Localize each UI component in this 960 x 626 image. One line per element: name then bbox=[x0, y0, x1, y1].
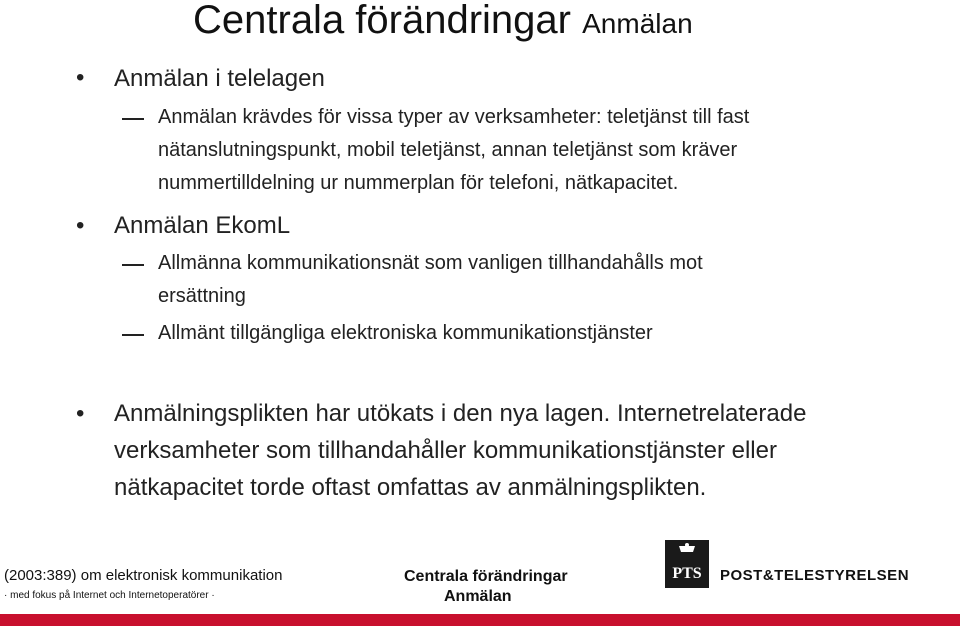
slide-title-main: Centrala förändringar bbox=[193, 0, 571, 42]
footer-section bbox=[404, 567, 568, 607]
svg-text:PTS: PTS bbox=[672, 565, 702, 582]
bullet-1-sub-1-line-2: nätanslutningspunkt, mobil teletjänst, annan teletjänst som kräver bbox=[158, 139, 738, 161]
bullet-3-line-2: verksamheter som tillhandahåller kommunikationstjänster eller bbox=[114, 437, 777, 464]
footer-focus-text: · med fokus på Internet och Internetoperatörer · bbox=[4, 590, 215, 601]
slide-title bbox=[193, 0, 693, 48]
bullet-icon: • bbox=[76, 64, 85, 91]
bullet-icon: • bbox=[76, 212, 85, 239]
bullet-3-line-1: Anmälningsplikten har utökats i den nya lagen. Internetrelaterade bbox=[114, 400, 807, 427]
brand-name: POST&TELESTYRELSEN bbox=[720, 567, 910, 584]
bullet-icon: • bbox=[76, 400, 85, 427]
footer-bar bbox=[0, 614, 960, 626]
dash-icon bbox=[122, 118, 144, 120]
dash-icon bbox=[122, 334, 144, 336]
pts-logo-icon bbox=[665, 540, 709, 588]
bullet-2-sub-2-line-1: Allmänt tillgängliga elektroniska kommunikationstjänster bbox=[158, 322, 653, 344]
footer-section-sub: Anmälan bbox=[444, 588, 512, 605]
footer-section-title: Centrala förändringar bbox=[404, 568, 568, 585]
dash-icon bbox=[122, 264, 144, 266]
bullet-2-sub-1-line-1: Allmänna kommunikationsnät som vanligen tillhandahålls mot bbox=[158, 252, 703, 274]
bullet-2-sub-1-line-2: ersättning bbox=[158, 285, 246, 307]
footer-left bbox=[4, 567, 282, 601]
bullet-2-text: Anmälan EkomL bbox=[114, 212, 291, 239]
bullet-1-sub-1-line-1: Anmälan krävdes för vissa typer av verksamheter: teletjänst till fast bbox=[158, 106, 750, 128]
bullet-1-text: Anmälan i telelagen bbox=[114, 65, 325, 92]
slide-title-sub: Anmälan bbox=[582, 8, 693, 39]
bullet-3-line-3: nätkapacitet torde oftast omfattas av anmälningsplikten. bbox=[114, 474, 707, 501]
bullet-1-sub-1-line-3: nummertilldelning ur nummerplan för telefoni, nätkapacitet. bbox=[158, 172, 679, 194]
footer-law-text: (2003:389) om elektronisk kommunikation bbox=[4, 567, 283, 584]
